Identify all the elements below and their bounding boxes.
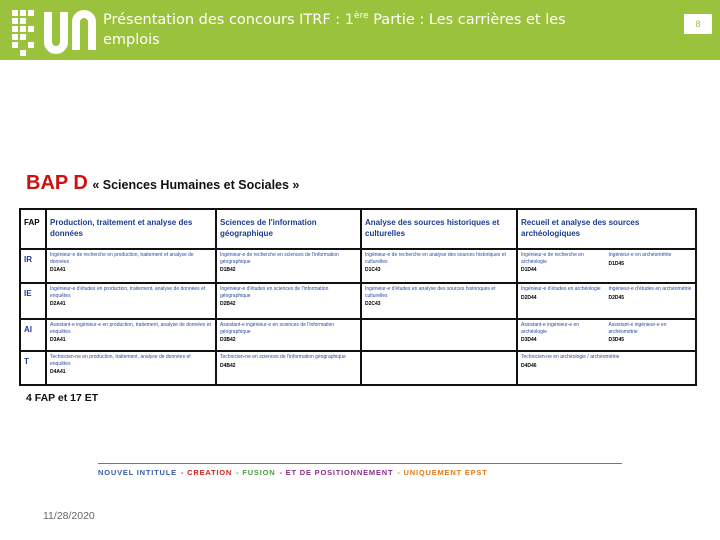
table-row (20, 283, 696, 319)
university-logo (8, 4, 98, 58)
employment-code: D3D44 (521, 337, 537, 343)
level-label: T (20, 351, 46, 385)
legend-fusion: - FUSION (236, 468, 276, 477)
employment-title: Technicien-ne en archéologie / archéométrie (521, 354, 620, 360)
employment-title: Assistant-e ingénieur-e en sciences de l'information géographique (220, 322, 335, 335)
table-cell (361, 249, 517, 283)
employment-title: Technicien-ne en sciences de l'information géographique (220, 354, 346, 360)
employment-code: D1A41 (50, 267, 66, 273)
title-prefix: Présentation des concours ITRF : 1 (103, 12, 355, 28)
employment-title: Ingénieur-e d'études en sciences de l'information géographique (220, 286, 329, 299)
table-cell (517, 249, 696, 283)
fap-header: FAP (20, 209, 46, 249)
table-cell (46, 249, 216, 283)
table-cell (361, 283, 517, 319)
table-cell (517, 319, 696, 351)
legend-divider (98, 463, 622, 464)
slide-number: 8 (684, 14, 712, 34)
legend (98, 468, 492, 477)
slide-date: 11/28/2020 (43, 510, 95, 522)
employment-code: D1D45 (608, 260, 625, 267)
level-label: IE (20, 283, 46, 319)
column-header: Recueil et analyse des sources archéologiques (517, 209, 696, 249)
employment-code: D3A41 (50, 337, 66, 343)
employment-title: Ingénieur-e d'études en production, traitement, analyse de données et enquêtes (50, 286, 206, 299)
column-header: Analyse des sources historiques et culturelles (361, 209, 517, 249)
header-bar (0, 0, 720, 60)
employment-code: D4D46 (521, 362, 537, 369)
employment-title: Ingénieur-e de recherche en sciences de l'information géographique (220, 252, 339, 265)
employment-code: D2D44 (521, 294, 537, 301)
table-row (20, 351, 696, 385)
column-header: Sciences de l'information géographique (216, 209, 361, 249)
employment-title: Ingénieur-e de recherche en archéologie (521, 252, 584, 265)
employment-title: Ingénieur-e d'études en archéométrie (608, 286, 692, 292)
employment-code: D2D45 (608, 294, 625, 301)
employment-title: Assistant-e ingénieur-e en archéologie (521, 322, 580, 335)
table-cell-empty (361, 351, 517, 385)
employment-title: Assistant-e ingénieur-e en archéométrie (608, 322, 667, 335)
bap-code: BAP D (26, 172, 88, 194)
employment-code: D1D44 (521, 267, 537, 273)
bap-heading (26, 172, 299, 195)
slide-title (103, 10, 573, 50)
table-cell (216, 351, 361, 385)
table-row (20, 249, 696, 283)
table-header-row (20, 209, 696, 249)
legend-new: NOUVEL INTITULE (98, 468, 177, 477)
level-label: IR (20, 249, 46, 283)
fap-et-count: 4 FAP et 17 ET (26, 392, 99, 404)
table-cell (216, 319, 361, 351)
employment-title: Assistant-e ingénieur-e en production, traitement, analyse de données et enquêtes (50, 322, 211, 335)
employment-title: Ingénieur-e d'études en archéologie (521, 286, 601, 292)
table-cell (46, 351, 216, 385)
employment-code: D2B42 (220, 301, 236, 307)
employment-title: Technicien-ne en production, traitement, analyse de données et enquêtes (50, 354, 191, 367)
legend-creation: - CREATION (180, 468, 233, 477)
employment-code: D3B42 (220, 337, 236, 343)
table-cell (216, 249, 361, 283)
employment-title: Ingénieur-e d'études en analyse des sources historiques et culturelles (365, 286, 496, 299)
table-cell-empty (361, 319, 517, 351)
bap-table (19, 208, 697, 386)
employment-code: D4B42 (220, 362, 236, 369)
employment-title: Ingénieur-e de recherche en analyse des sources historiques et culturelles (365, 252, 506, 265)
table-cell (517, 351, 696, 385)
employment-code: D4A41 (50, 369, 66, 375)
employment-code: D3D45 (608, 337, 625, 343)
bap-subtitle: « Sciences Humaines et Sociales » (92, 178, 300, 192)
table-cell (46, 319, 216, 351)
employment-title: Ingénieur-e en archéométrie (608, 252, 672, 258)
legend-repositioning: - ET DE POSITIONNEMENT (279, 468, 394, 477)
employment-code: D1C43 (365, 267, 381, 273)
title-suffix: Partie : Les carrières et les emplois (103, 12, 566, 48)
employment-code: D2C43 (365, 301, 381, 307)
employment-code: D2A41 (50, 301, 66, 307)
legend-epst: - UNIQUEMENT EPST (397, 468, 488, 477)
employment-title: Ingénieur-e de recherche en production, traitement et analyse de données (50, 252, 194, 265)
table-cell (216, 283, 361, 319)
table-cell (517, 283, 696, 319)
column-header: Production, traitement et analyse des données (46, 209, 216, 249)
table-row (20, 319, 696, 351)
table-cell (46, 283, 216, 319)
title-superscript: ère (354, 11, 369, 22)
level-label: AI (20, 319, 46, 351)
employment-code: D1B42 (220, 267, 236, 273)
